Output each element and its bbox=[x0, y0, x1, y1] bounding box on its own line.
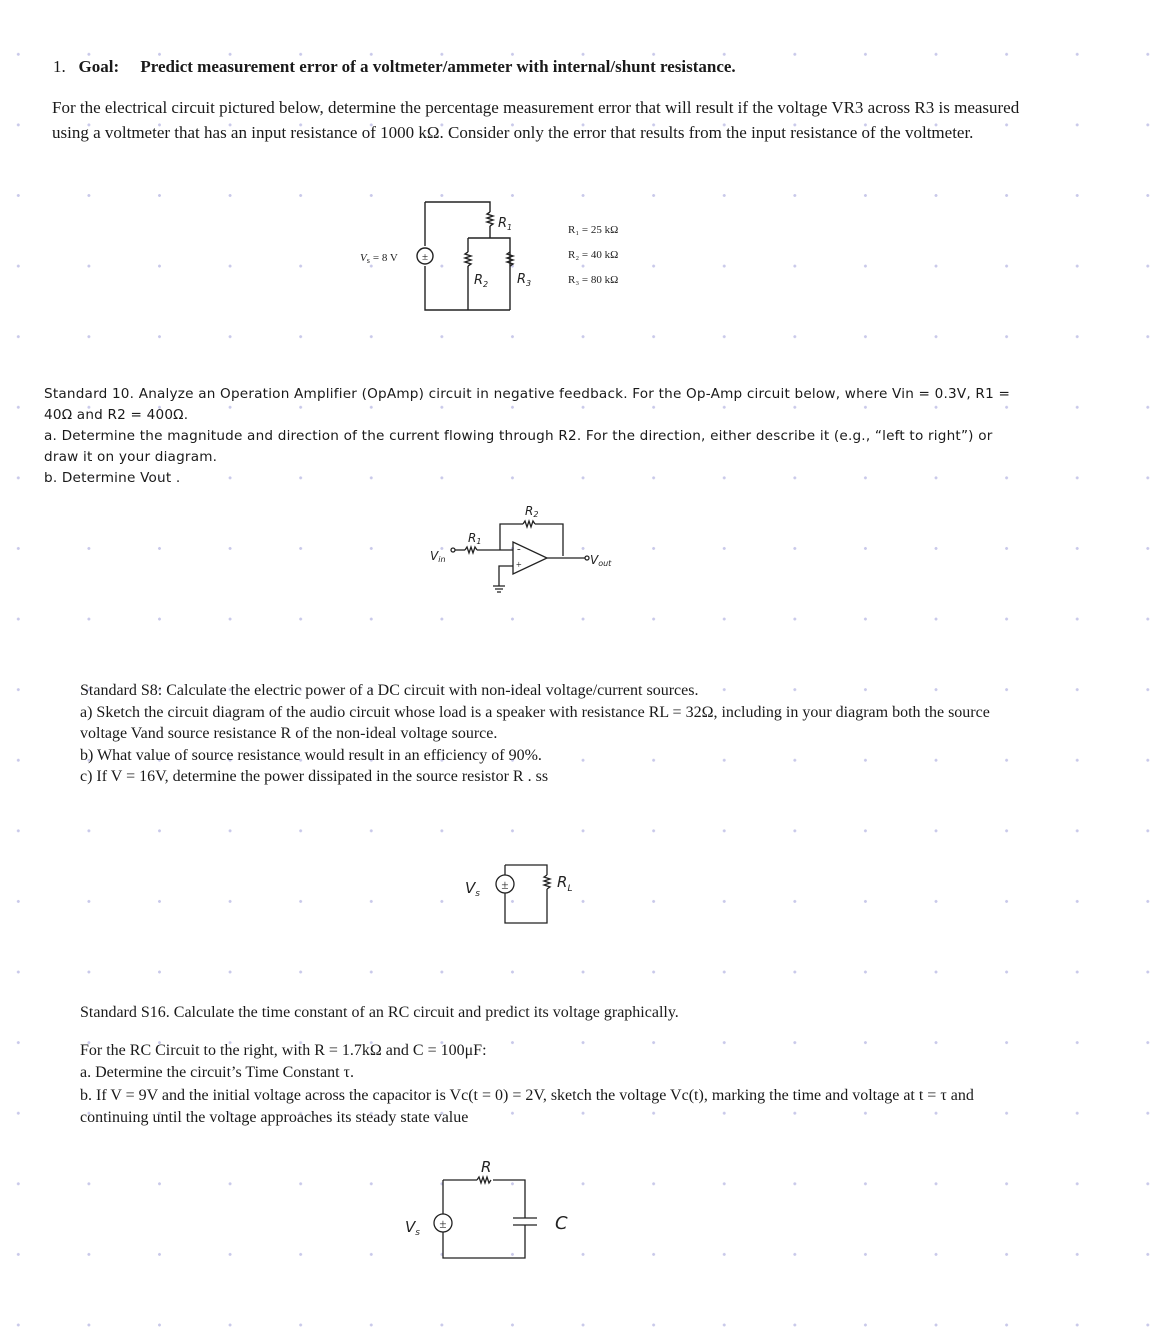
svg-text:+: + bbox=[516, 560, 522, 571]
svg-text:Vs= 8 V: Vs = 8 V bbox=[360, 252, 398, 265]
svg-text:R₃ = 80 kΩ: R₃ = 80 kΩ bbox=[568, 274, 619, 286]
q3-part-b: b) What value of source resistance would result in an efficiency of 90%. bbox=[80, 746, 542, 764]
q2-line-3: a. Determine the magnitude and direction of the current flowing through R2. For the direction, either describe it (e.g., “left to right”) or bbox=[44, 428, 993, 444]
q2-r2-resistor bbox=[523, 521, 535, 527]
q2-line-5: b. Determine Vout . bbox=[44, 470, 181, 486]
svg-text:R: R bbox=[481, 1158, 492, 1176]
svg-text:RL: $R_L$ bbox=[557, 873, 573, 894]
q1-r1-resistor bbox=[487, 212, 493, 226]
q3-part-a-line-2: voltage Vand source resistance R of the non-ideal voltage source. bbox=[80, 725, 498, 742]
q4-rc-circuit-diagram bbox=[395, 1150, 595, 1270]
q1-body: For the electrical circuit pictured below, determine the percentage measurement error that will result if the voltage VR3 across R3 is measured using a voltmeter that has an input resistance of 1000 kΩ. Consider only the error that results from the input resistance of the voltmeter. bbox=[52, 98, 1020, 142]
q2-opamp-diagram bbox=[425, 500, 625, 600]
svg-text:R2: R2 bbox=[525, 504, 539, 519]
svg-text:R2: $R_2$ bbox=[474, 273, 489, 289]
q4-part-b-line-1: b. If V = 9V and the initial voltage across the capacitor is Vc(t = 0) = 2V, sketch the voltage Vc(t), marking the time and voltage at t = τ and bbox=[80, 1086, 974, 1104]
q1-circuit-diagram bbox=[350, 190, 670, 320]
q2-text bbox=[44, 384, 1124, 489]
svg-text:R₁ = 25 kΩ: R₁ = 25 kΩ bbox=[568, 224, 619, 236]
svg-text:±: ± bbox=[439, 1216, 447, 1231]
q4-part-b-line-2: continuing until the voltage approaches its steady state value bbox=[80, 1109, 469, 1126]
q1-r2-resistor bbox=[465, 252, 471, 266]
q2-line-4: draw it on your diagram. bbox=[44, 449, 218, 465]
q3-circuit-diagram bbox=[455, 855, 605, 935]
svg-text:Vs: $V_s$ bbox=[405, 1218, 420, 1238]
q4-part-a: a. Determine the circuit’s Time Constant τ. bbox=[80, 1064, 354, 1081]
svg-text:Vin: Vin bbox=[430, 549, 446, 564]
q4-title: Standard S16. Calculate the time constant of an RC circuit and predict its voltage graphically. bbox=[80, 1004, 679, 1021]
q3-text bbox=[80, 680, 1080, 788]
q1-goal-text: Predict measurement error of a voltmeter/ammeter with internal/shunt resistance. bbox=[140, 57, 736, 76]
svg-text:Vs: $V_s$ bbox=[465, 879, 480, 899]
svg-text:-: - bbox=[517, 543, 521, 555]
q4-intro: For the RC Circuit to the right, with R = 1.7kΩ and C = 100μF: bbox=[80, 1041, 487, 1059]
q4-voltage-source bbox=[434, 1214, 452, 1232]
q1-number: 1. bbox=[53, 57, 66, 76]
q3-title: Standard S8: Calculate the electric power of a DC circuit with non-ideal voltage/current sources. bbox=[80, 682, 699, 699]
q1-voltage-source bbox=[417, 248, 433, 264]
q2-ground-symbol bbox=[493, 586, 505, 592]
svg-text:Vout: Vout bbox=[590, 553, 612, 568]
svg-text:R₂ = 40 kΩ: R₂ = 40 kΩ bbox=[568, 249, 619, 261]
q3-part-a-line-1: a) Sketch the circuit diagram of the audio circuit whose load is a speaker with resistance RL = 32Ω, including in your diagram both the source bbox=[80, 703, 990, 721]
q2-line-2: 40Ω and R2 = 400Ω. bbox=[44, 407, 189, 423]
q2-r1-resistor bbox=[465, 547, 477, 553]
svg-text:R3: $R_3$ bbox=[517, 272, 532, 288]
svg-text:±: ± bbox=[421, 251, 429, 263]
q3-rl-resistor bbox=[544, 875, 550, 889]
svg-text:C: C bbox=[555, 1213, 568, 1234]
svg-text:R1: R1 bbox=[468, 531, 482, 546]
q4-text bbox=[80, 1002, 1080, 1130]
q1-goal-label: Goal: bbox=[78, 57, 120, 76]
q1-goal-line bbox=[53, 55, 1113, 78]
svg-text:R1: $R_1$ bbox=[498, 216, 513, 232]
svg-text:±: ± bbox=[501, 877, 509, 892]
q2-line-1: Standard 10. Analyze an Operation Amplifier (OpAmp) circuit in negative feedback. For the Op-Amp circuit below, where Vin = 0.3V, R1 = bbox=[44, 386, 1011, 402]
q3-part-c: c) If V = 16V, determine the power dissipated in the source resistor R . ss bbox=[80, 768, 549, 785]
q4-r-resistor bbox=[477, 1177, 491, 1183]
q3-voltage-source bbox=[496, 875, 514, 893]
